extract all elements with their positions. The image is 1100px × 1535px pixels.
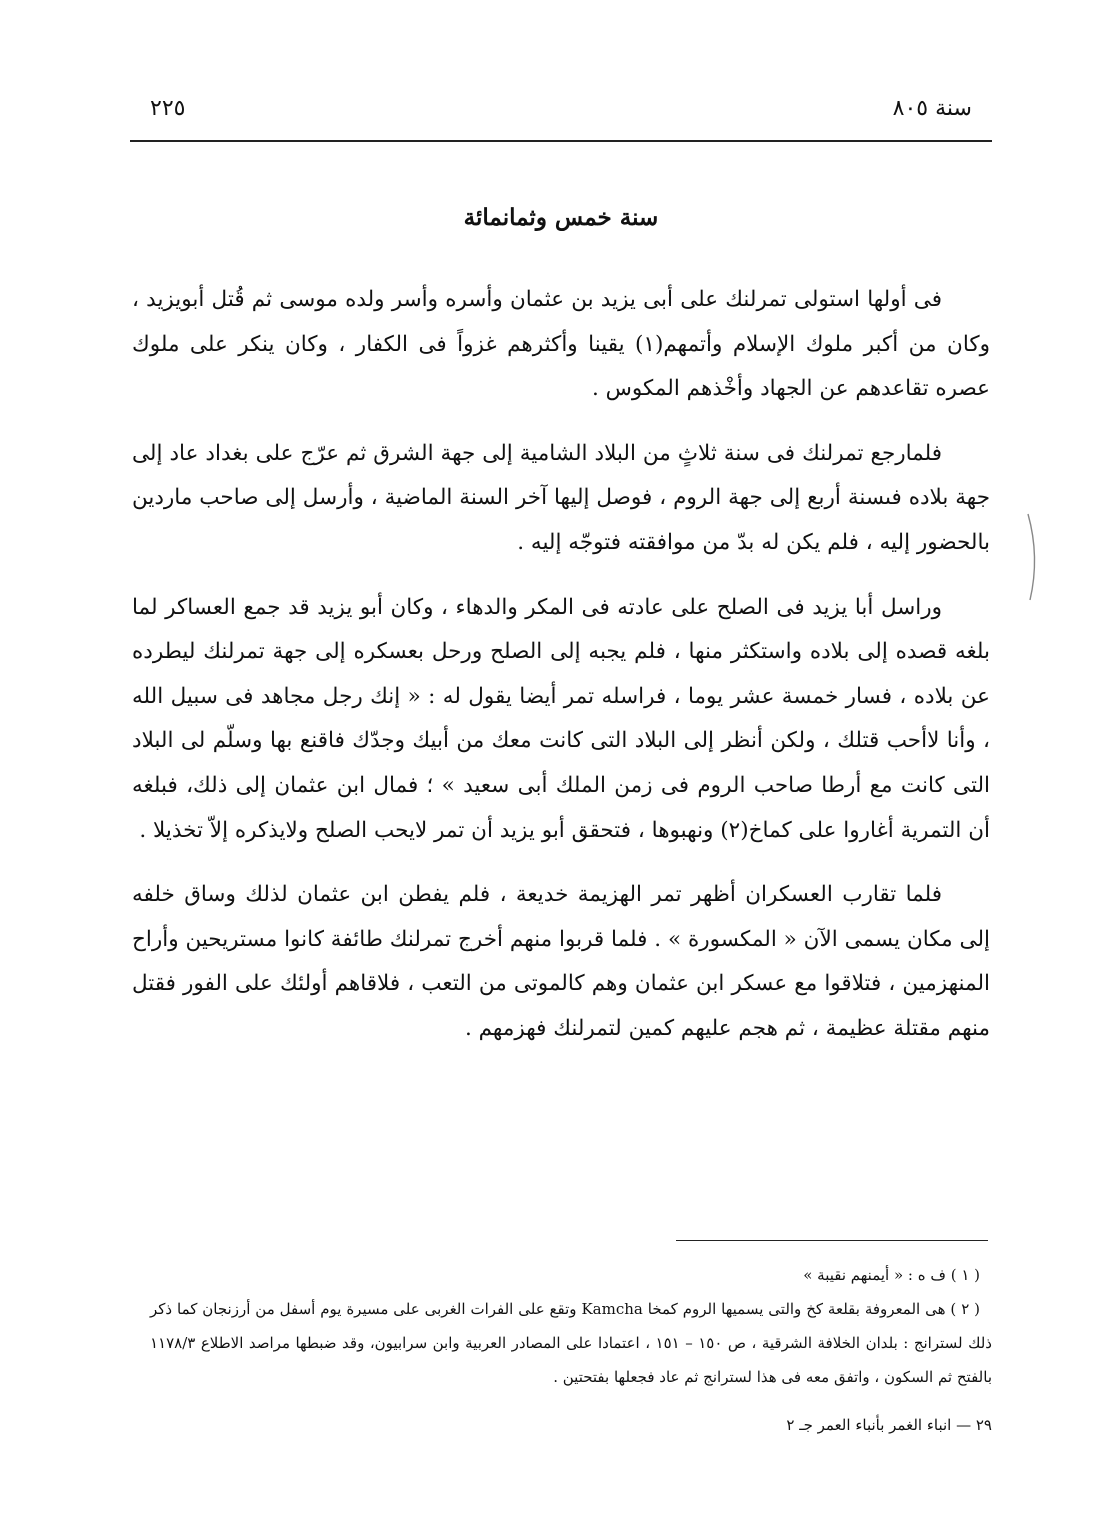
paragraph-4: فلما تقارب العسكران أظهر تمر الهزيمة خديعة ، فلم يفطن ابن عثمان لذلك وساق خلفه إلى مكان يسمى الآن « المكسورة » . فلما قربوا منهم أخرج تمرلنك طائفة كانوا مستريحين وأراح المنهزمين ، فتلاقوا مع عسكر ابن عثمان وهم كالموتى من التعب ، فلاقاهم أولئك على الفور فقتل منهم مقتلة عظيمة ، ثم هجم عليهم كمين لتمرلنك فهزمهم . <box>132 882 990 1041</box>
running-head: سنة ٨٠٥ <box>892 96 972 121</box>
page-number: ٢٢٥ <box>150 96 186 121</box>
main-text <box>132 278 990 1072</box>
paragraph-3: وراسل أبا يزيد فى الصلح على عادته فى المكر والدهاء ، وكان أبو يزيد قد جمع العساكر لما بلغه قصده إلى بلاده واستكثر منها ، فلم يجبه إلى الصلح ورحل بعسكره إلى جهة تمرلنك ليطرده عن بلاده ، فسار خمسة عشر يوما ، فراسله تمر أيضا يقول له : « إنك رجل مجاهد فى سبيل الله ، وأنا لاأحب قتلك ، ولكن أنظر إلى البلاد التى كانت معك من أبيك وجدّك فاقنع بها وسلّم لى البلاد التى كانت مع أرطا صاحب الروم فى زمن الملك أبى سعيد » ؛ فمال ابن عثمان إلى ذلك، فبلغه أن التمرية أغاروا على كماخ(٢) ونهبوها ، فتحقق أبو يزيد أن تمر لايحب الصلح ولايذكره إلاّ تخذيلا . <box>132 594 990 843</box>
page-header <box>130 92 990 136</box>
margin-mark <box>1024 512 1044 602</box>
section-title: سنة خمس وثمانمائة <box>463 204 659 231</box>
header-rule <box>130 140 992 142</box>
footnote-rule <box>676 1240 988 1241</box>
footnote-1: ( ١ ) ف ه : « أيمنهم نقيبة » <box>803 1266 980 1284</box>
footnote-2: ( ٢ ) هى المعروفة بقلعة كخ والتى يسميها الروم كمخا Kamcha وتقع على الفرات الغربى على مسيرة يوم أسفل من أرزنجان كما ذكر ذلك لسترانج : بلدان الخلافة الشرقية ، ص ١٥٠ – ١٥١ ، اعتمادا على المصادر العربية وابن سرابيون، وقد ضبطها مراصد الاطلاع ١١٧٨/٣ بالفتح ثم السكون ، واتفق معه فى هذا لسترانج ثم عاد فجعلها بفتحتين . <box>150 1300 992 1386</box>
paragraph-2: فلمارجع تمرلنك فى سنة ثلاثٍ من البلاد الشامية إلى جهة الشرق ثم عرّج على بغداد عاد إلى جهة بلاده فىسنة أربع إلى جهة الروم ، فوصل إليها آخر السنة الماضية ، وأرسل إلى صاحب ماردين بالحضور إليه ، فلم يكن له بدّ من موافقته فتوجّه إليه . <box>132 440 990 555</box>
footnotes <box>150 1258 992 1394</box>
paragraph-1: فى أولها استولى تمرلنك على أبى يزيد بن عثمان وأسره وأسر ولده موسى ثم قُتل أبويزيد ، وكان من أكبر ملوك الإسلام وأتمهم(١) يقينا وأكثرهم غزواً فى الكفار ، وكان ينكر على ملوك عصره تقاعدهم عن الجهاد وأخْذهم المكوس . <box>132 287 990 402</box>
signature-line: ٢٩ — انباء الغمر بأنباء العمر جـ ٢ <box>786 1416 992 1434</box>
